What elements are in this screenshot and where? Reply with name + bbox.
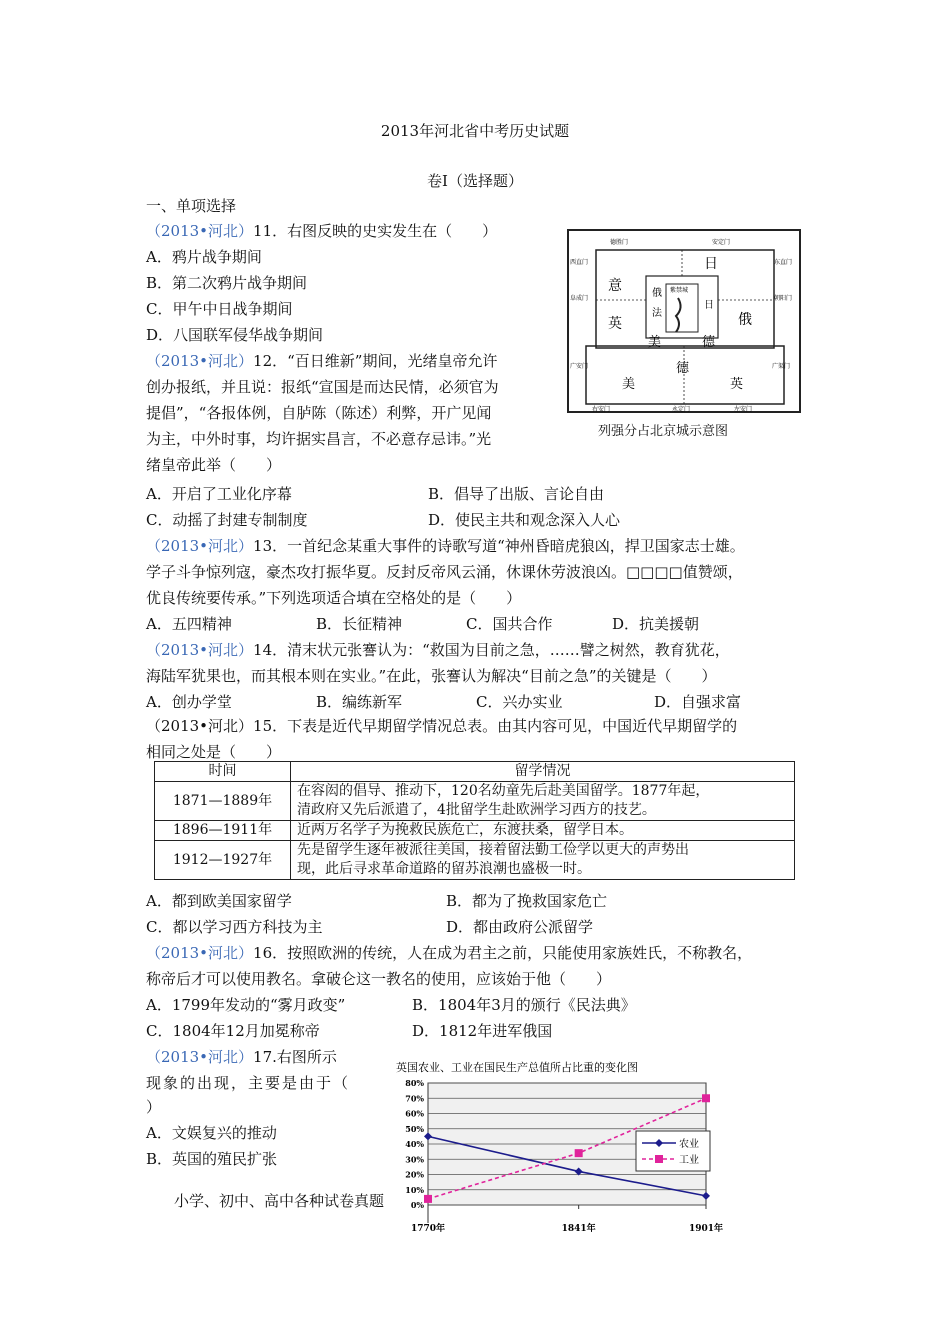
zone-russia: 俄 — [738, 312, 752, 328]
q14-line-2: 海陆军犹果也，而其根本则在实业。”在此，张謇认为解决“目前之急”的关键是（ ） — [146, 667, 717, 685]
q13-line-3: 优良传统要传承。”下列选项适合填在空格处的是（ ） — [146, 589, 522, 607]
y-tick-label: 50% — [405, 1123, 424, 1134]
data-point — [702, 1094, 710, 1102]
zone-britain-south: 英 — [730, 377, 744, 392]
q15-line-1: （2013•河北）15．下表是近代早期留学情况总表。由其内容可见，中国近代早期留学的 — [146, 717, 738, 735]
row-desc: 近两万名学子为挽救民族危亡，东渡扶桑，留学日本。 — [291, 821, 795, 841]
study-abroad-table — [154, 761, 795, 880]
q14-line-1: （2013•河北）14．清末状元张謇认为：“救国为目前之急，……譬之树然，教育犹花， — [146, 641, 730, 659]
zone-usa-south: 美 — [622, 377, 636, 392]
gate-xizhimen: 西直门 — [570, 259, 589, 266]
q16-line-2: 称帝后才可以使用教名。拿破仑这一教名的使用，应该始于他（ ） — [146, 970, 612, 988]
q17-line-1: （2013•河北）17.右图所示 — [146, 1048, 337, 1066]
gate-guangqumen: 广渠门 — [772, 363, 791, 370]
map-caption: 列强分占北京城示意图 — [598, 424, 729, 439]
row-time: 1871—1889年 — [155, 782, 291, 821]
zone-britain: 英 — [608, 316, 622, 332]
q15-option-c: C．都以学习西方科技为主 — [146, 918, 323, 936]
q15-source: （2013•河北） — [146, 717, 254, 735]
header-time: 时间 — [155, 762, 291, 782]
y-tick-label: 30% — [405, 1154, 424, 1165]
q17-option-a: A．文娱复兴的推动 — [146, 1124, 277, 1142]
gate-deshengmen: 德胜门 — [610, 239, 629, 246]
y-tick-label: 40% — [405, 1139, 424, 1149]
legend-label: 农业 — [679, 1139, 699, 1150]
zone-italy: 意 — [608, 278, 622, 294]
q14-option-d: D．自强求富 — [654, 693, 742, 711]
gate-andingmen: 安定门 — [712, 239, 731, 246]
table-row — [155, 782, 795, 821]
q12-option-c: C．动摇了封建专制制度 — [146, 511, 308, 529]
gate-zuoanmen: 左安门 — [734, 406, 753, 413]
data-point — [575, 1149, 583, 1157]
table-row — [155, 821, 795, 841]
q12-line-3: 提倡”，“各报体例，自胪陈（陈述）利弊，开广见闻 — [146, 404, 492, 422]
table-row — [155, 841, 795, 880]
gate-fuchengmen: 阜成门 — [570, 295, 589, 302]
gate-dongzhimen: 东直门 — [774, 259, 793, 266]
q13-line-1: （2013•河北）13．一首纪念某重大事件的诗歌写道“神州昏暗虎狼凶，捍卫国家志士雄。 — [146, 537, 745, 555]
q14-option-c: C．兴办实业 — [476, 693, 563, 711]
q14-source: （2013•河北） — [146, 641, 254, 659]
zone-russia-inner: 俄 — [652, 288, 662, 299]
q11-stem: （2013•河北）11．右图反映的史实发生在（ ） — [146, 222, 498, 240]
row-desc: 在容闳的倡导、推动下，120名幼童先后赴美国留学。1877年起， 清政府又先后派遣了，4批留学生赴欧洲学习西方的技艺。 — [291, 782, 795, 821]
page-title: 2013年河北省中考历史试题 — [380, 122, 570, 140]
q17-source: （2013•河北） — [146, 1048, 254, 1066]
legend-marker — [655, 1155, 663, 1163]
q13-option-d: D．抗美援朝 — [612, 615, 700, 633]
q11-source: （2013•河北） — [146, 222, 254, 240]
q12-line-1: （2013•河北）12．“百日维新”期间，光绪皇帝允许 — [146, 352, 498, 370]
zone-germany: 德 — [702, 335, 716, 350]
gate-guanganmen: 广安门 — [570, 363, 589, 370]
row-time: 1912—1927年 — [155, 841, 291, 880]
q15-option-b: B．都为了挽救国家危亡 — [446, 892, 608, 910]
y-tick-label: 80% — [405, 1078, 424, 1088]
x-tick-label: 1841年 — [561, 1224, 596, 1234]
q11-option-a: A．鸦片战争期间 — [146, 248, 262, 266]
zone-japan: 日 — [704, 256, 718, 272]
forbidden-city-label: 紫禁城 — [670, 287, 689, 294]
beijing-map-figure — [566, 228, 802, 414]
gate-yongdingmen: 永定门 — [672, 406, 691, 413]
q13-line-2: 学子斗争惊列寇，豪杰攻打振华夏。反封反帝风云涌，休课休劳波浪凶。□□□□值赞颂， — [146, 563, 743, 581]
q12-option-a: A．开启了工业化序幕 — [146, 485, 292, 503]
q16-source: （2013•河北） — [146, 944, 254, 962]
q11-option-c: C．甲午中日战争期间 — [146, 300, 293, 318]
q16-option-a: A．1799年发动的“雾月政变” — [146, 996, 346, 1014]
q12-option-b: B．倡导了出版、言论自由 — [428, 485, 605, 503]
row-desc: 先是留学生逐年被派往美国，接着留法勤工俭学以更大的声势出 现，此后寻求革命道路的留苏浪潮也盛极一时。 — [291, 841, 795, 880]
q15-option-a: A．都到欧美国家留学 — [146, 892, 292, 910]
zone-usa: 美 — [648, 335, 662, 350]
q15-option-d: D．都由政府公派留学 — [446, 918, 594, 936]
q12-line-2: 创办报纸，并且说：报纸“宣国是而达民情，必须官为 — [146, 378, 499, 396]
row-time: 1896—1911年 — [155, 821, 291, 841]
table-header-row — [155, 762, 795, 782]
q11-option-b: B．第二次鸦片战争期间 — [146, 274, 308, 292]
q16-option-b: B．1804年3月的颁行《民法典》 — [412, 996, 636, 1014]
header-situation: 留学情况 — [291, 762, 795, 782]
x-tick-label: 1770年 — [410, 1224, 446, 1234]
x-tick-label: 1901年 — [688, 1224, 724, 1234]
q12-option-d: D．使民主共和观念深入人心 — [428, 511, 621, 529]
y-tick-label: 60% — [405, 1108, 424, 1119]
q12-line-4: 为主，中外时事，均许据实昌言，不必意存忌讳。”光 — [146, 430, 492, 448]
q11-option-d: D．八国联军侵华战争期间 — [146, 326, 324, 344]
zone-france: 法 — [652, 308, 662, 319]
zone-germany-south: 德 — [676, 361, 690, 376]
data-point — [424, 1195, 432, 1203]
q12-line-5: 绪皇帝此举（ ） — [146, 456, 282, 474]
q14-option-b: B．编练新军 — [316, 693, 403, 711]
y-tick-label: 70% — [405, 1093, 424, 1104]
q16-line-1: （2013•河北）16．按照欧洲的传统，人在成为君主之前，只能使用家族姓氏，不称教名， — [146, 944, 753, 962]
q17-option-b: B．英国的殖民扩张 — [146, 1150, 278, 1168]
q13-option-c: C．国共合作 — [466, 615, 553, 633]
q17-line-2: 现象的出现，主要是由于（ — [146, 1074, 351, 1092]
q14-option-a: A．创办学堂 — [146, 693, 232, 711]
legend-label: 工业 — [679, 1155, 699, 1166]
y-tick-label: 0% — [410, 1200, 424, 1210]
q15-line-2: 相同之处是（ ） — [146, 743, 282, 761]
q13-source: （2013•河北） — [146, 537, 254, 555]
q16-option-c: C．1804年12月加冕称帝 — [146, 1022, 320, 1040]
volume-title: 卷Ⅰ（选择题） — [427, 172, 523, 190]
section-title: 一、单项选择 — [146, 197, 237, 215]
q12-source: （2013•河北） — [146, 352, 254, 370]
agri-industry-chart — [386, 1057, 732, 1242]
q13-option-b: B．长征精神 — [316, 615, 403, 633]
footer-text: 小学、初中、高中各种试卷真题 — [174, 1192, 385, 1210]
chart-title: 英国农业、工业在国民生产总值所占比重的变化图 — [396, 1061, 638, 1074]
zone-japan-inner: 日 — [704, 300, 714, 311]
q16-option-d: D．1812年进军俄国 — [412, 1022, 553, 1040]
gate-youanmen: 右安门 — [592, 406, 611, 413]
gate-chaoyangmen: 朝阳门 — [774, 295, 793, 302]
q13-option-a: A．五四精神 — [146, 615, 232, 633]
y-tick-label: 10% — [405, 1184, 424, 1195]
q17-line-3: ） — [146, 1098, 162, 1116]
y-tick-label: 20% — [405, 1169, 424, 1180]
